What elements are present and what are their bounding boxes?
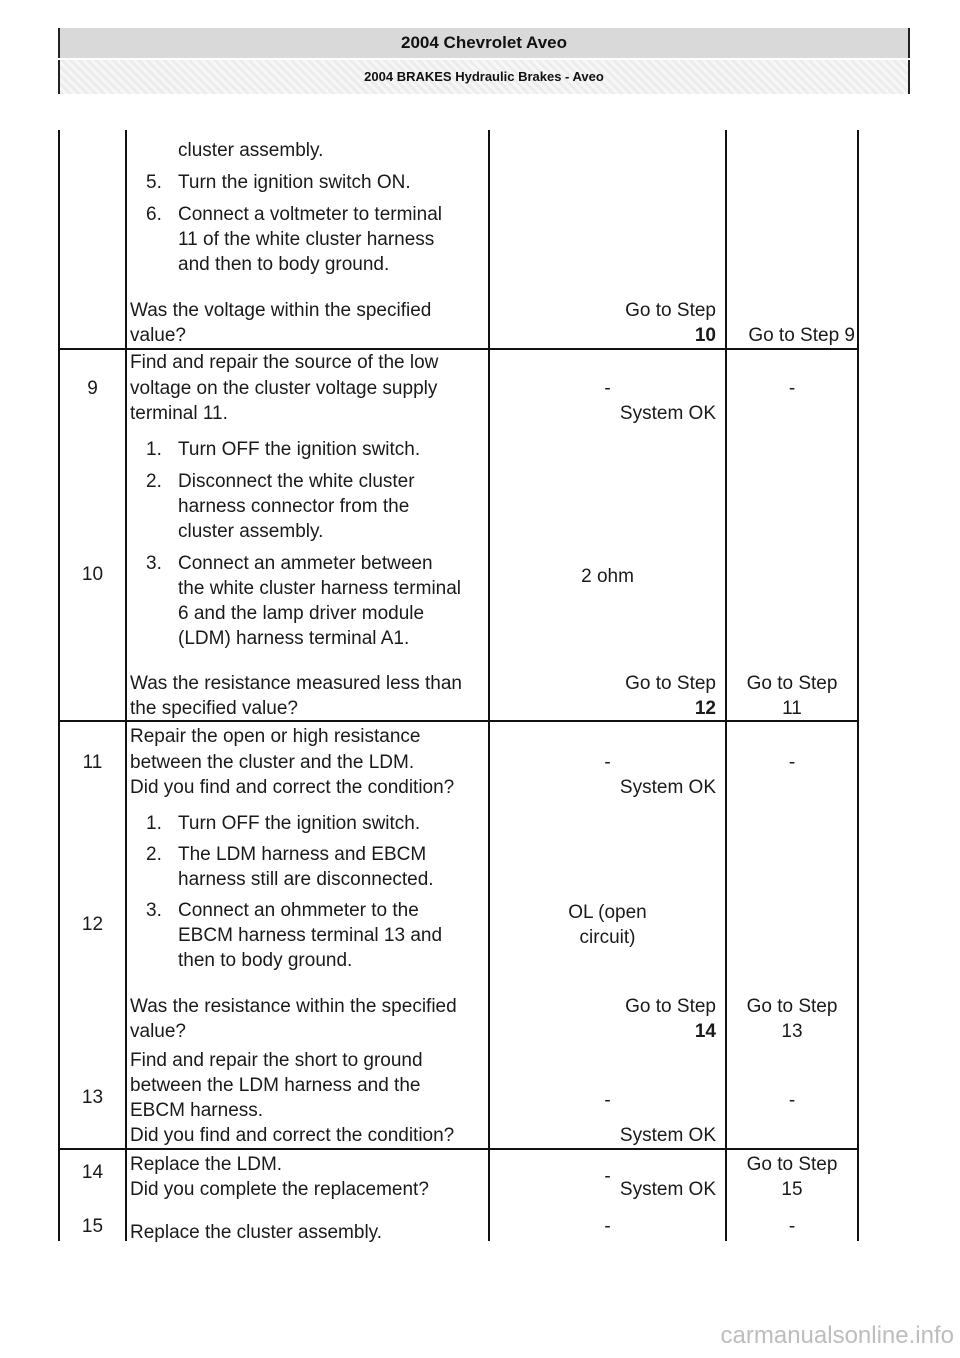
list-number: 3. — [146, 553, 162, 574]
yes-action: System OK — [619, 403, 716, 424]
table-cell-text: Connect a voltmeter to terminal — [178, 204, 443, 225]
list-number: 1. — [146, 813, 162, 834]
action-text: then to body ground. — [178, 950, 353, 971]
table-border-left — [58, 130, 60, 1241]
action-text: harness connector from the — [178, 496, 410, 517]
step-number: 12 — [81, 914, 104, 935]
action-text: Find and repair the short to ground — [130, 1050, 423, 1071]
action-text: EBCM harness. — [130, 1100, 264, 1121]
list-number: 3. — [146, 900, 162, 921]
action-text: Disconnect the white cluster — [178, 471, 415, 492]
row-divider — [58, 1148, 859, 1150]
page-header — [58, 28, 906, 96]
step-number: 10 — [81, 564, 104, 585]
no-action: 11 — [782, 698, 802, 719]
no-action: 13 — [781, 1021, 803, 1042]
list-number: 2. — [146, 844, 162, 865]
action-text: between the LDM harness and the — [130, 1075, 421, 1096]
no-action: - — [788, 752, 796, 773]
question-text: Did you complete the replacement? — [130, 1179, 429, 1200]
list-number: 1. — [146, 439, 162, 460]
step-number: 11 — [82, 752, 103, 773]
value-cell: - — [604, 1090, 611, 1111]
column-divider-step — [125, 130, 127, 1241]
action-text: The LDM harness and EBCM — [178, 844, 427, 865]
question-text: Did you find and correct the condition? — [130, 777, 455, 798]
table-cell-text: cluster assembly. — [178, 140, 324, 161]
value-cell: circuit) — [579, 927, 636, 948]
site-watermark: carmanualsonline.info — [720, 1322, 954, 1349]
no-action: - — [788, 1090, 796, 1111]
value-cell: 2 ohm — [581, 566, 634, 587]
question-text: the specified value? — [130, 698, 298, 719]
table-border-right — [857, 130, 859, 1241]
yes-action: Go to Step — [625, 300, 716, 321]
action-text: Repair the open or high resistance — [130, 726, 421, 747]
question-text: Was the voltage within the specified — [130, 300, 432, 321]
action-text: cluster assembly. — [178, 521, 324, 542]
action-text: 6 and the lamp driver module — [178, 603, 425, 624]
action-text: Turn OFF the ignition switch. — [178, 439, 421, 460]
yes-action: System OK — [619, 1179, 716, 1200]
no-action: - — [788, 378, 796, 399]
action-text: Replace the cluster assembly. — [130, 1222, 383, 1243]
value-cell: - — [604, 1166, 611, 1187]
question-text: value? — [130, 1021, 186, 1042]
step-number: 5. — [146, 172, 162, 193]
list-number: 2. — [146, 471, 162, 492]
no-action: Go to Step — [746, 996, 838, 1017]
header-subtitle: 2004 BRAKES Hydraulic Brakes - Aveo — [58, 60, 910, 94]
no-action: Go to Step 9 — [748, 325, 855, 346]
action-text: Replace the LDM. — [130, 1154, 283, 1175]
question-text: Was the resistance measured less than — [130, 673, 462, 694]
step-number: 15 — [81, 1216, 104, 1237]
step-number: 14 — [81, 1162, 104, 1183]
action-text: terminal 11. — [130, 403, 228, 424]
table-cell-text: and then to body ground. — [178, 254, 390, 275]
step-number: 9 — [87, 378, 98, 399]
question-text: value? — [130, 325, 186, 346]
value-cell: OL (open — [568, 902, 647, 923]
action-text: voltage on the cluster voltage supply — [130, 378, 438, 399]
value-cell: - — [604, 378, 611, 399]
action-text: harness still are disconnected. — [178, 869, 434, 890]
action-text: Connect an ohmmeter to the — [178, 900, 419, 921]
header-title: 2004 Chevrolet Aveo — [58, 28, 910, 58]
yes-action: 14 — [694, 1021, 716, 1042]
question-text: Did you find and correct the condition? — [130, 1125, 455, 1146]
action-text: the white cluster harness terminal — [178, 578, 462, 599]
question-text: Was the resistance within the specified — [130, 996, 457, 1017]
yes-action: 12 — [694, 698, 716, 719]
yes-action: 10 — [694, 325, 716, 346]
table-cell-text: 11 of the white cluster harness — [178, 229, 435, 250]
diagnostic-table — [58, 130, 859, 1241]
yes-action: Go to Step — [625, 996, 716, 1017]
action-text: Connect an ammeter between — [178, 553, 433, 574]
yes-action: System OK — [619, 777, 716, 798]
no-action: - — [788, 1216, 796, 1237]
no-action: Go to Step — [746, 673, 838, 694]
table-cell-text: Turn the ignition switch ON. — [178, 172, 411, 193]
action-text: between the cluster and the LDM. — [130, 752, 415, 773]
action-text: (LDM) harness terminal A1. — [178, 628, 410, 649]
value-cell: - — [604, 752, 611, 773]
yes-action: Go to Step — [625, 673, 716, 694]
step-number: 6. — [146, 204, 162, 225]
action-text: EBCM harness terminal 13 and — [178, 925, 443, 946]
no-action: Go to Step — [746, 1154, 838, 1175]
action-text: Turn OFF the ignition switch. — [178, 813, 421, 834]
value-cell: - — [604, 1216, 611, 1237]
action-text: Find and repair the source of the low — [130, 352, 439, 373]
no-action: 15 — [781, 1179, 803, 1200]
step-number: 13 — [81, 1087, 104, 1108]
yes-action: System OK — [619, 1125, 716, 1146]
column-divider-action — [488, 130, 490, 1241]
